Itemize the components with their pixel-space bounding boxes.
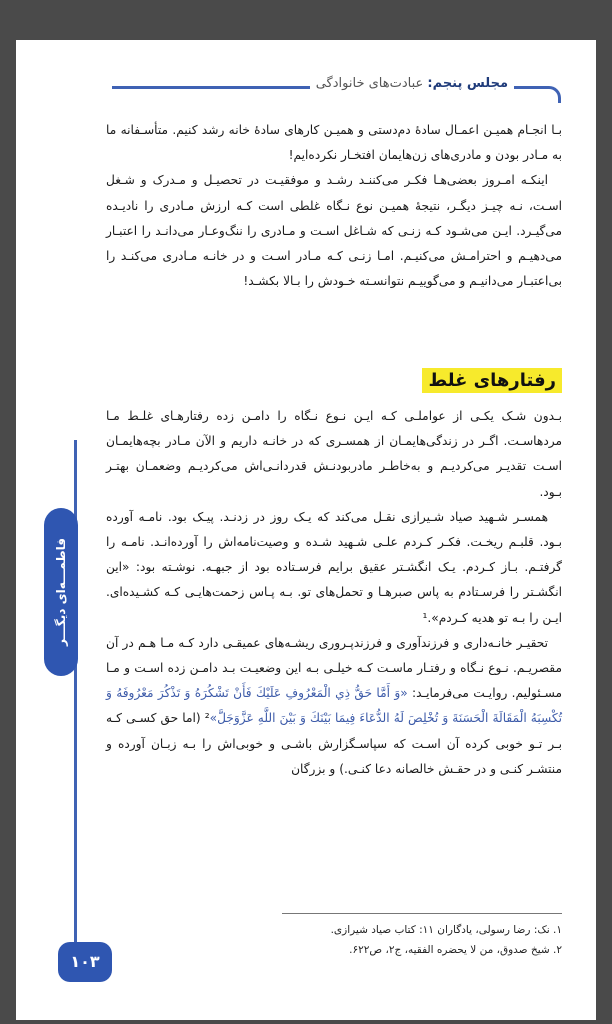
- section-heading-wrap: [106, 368, 562, 393]
- book-page: [16, 40, 596, 1020]
- arabic-quote: «وَ أَمَّا حَقُّ ذِي الْمَعْرُوفِ عَلَيْكَ فَأَنْ تَشْكُرَهُ وَ تَذْكُرَ مَعْرُوفَهُ وَ تُكْسِبَهُ الْمَقَالَةَ الْحَسَنَةَ وَ تُخْلِصَ لَهُ الدُّعَاءَ فِيمَا بَيْنَكَ وَ بَيْنَ اللَّهِ عَزَّوَجَلَّ»: [106, 686, 563, 726]
- intro-text: [106, 118, 562, 294]
- paragraph-with-hadith: [106, 631, 562, 782]
- footnote-mark: ²: [204, 711, 210, 726]
- footnotes: [106, 920, 562, 960]
- header-chapter: مجلس پنجم:: [427, 76, 508, 91]
- paragraph: همسـر شـهید صیاد شـیرازی نقـل می‌کند که یـک روز در زدنـد. پیـک بود. نامـه آورده بـود. قلبـم ریخـت. فکـر کـردم علـی شـهید شـده و وصیت‌نامه‌اش را آورده‌انـد. نامـه را گرفتـم. بـاز کـردم. یـک انگشـتر عقیق برایم فرسـتاده بود از جبهـه. نوشـته بود: «این انگشـتر را فرسـتادم به پاس صبرهـا و تحمل‌های تو. بـه پـاس زحمت‌هایـی کـه کشـیده‌ای. ایـن را بـه تو هدیه کـردم».¹: [106, 509, 562, 625]
- footnote-separator: [282, 913, 562, 914]
- paragraph: بـدون شـک یکـی از عواملـی کـه ایـن نـوع نـگاه را دامـن زده رفتارهـای غلـط مـا مردهاسـت. اگـر در زندگی‌هایمـان از همسـری که در خانـه داریم و الآن مـادر بچه‌هایمـان اسـت تقدیـر می‌کردیـم و به‌خاطـر مادربودنـش قدردانـی‌اش می‌کردیـم وضعمـان بهتـر بـود.: [106, 409, 562, 499]
- footnote: ۱. نک: رضا رسولی، یادگاران ۱۱: کتاب صیاد شیرازی.: [330, 924, 562, 936]
- paragraph-text: تحقیـر خانـه‌داری و فرزندآوری و فرزندپـروری ریشـه‌های عمیقـی دارد کـه مـا هـم در آن مقصریـم. نـوع نـگاه و رفتـار ماسـت کـه خیلـی بـه این وضعیـت بـد دامـن زده اسـت و مـا مسـئولیم. روایـت می‌فرمایـد:: [106, 635, 562, 701]
- paragraph: بـا انجـام همیـن اعمـال سادهٔ دم‌دستی و همیـن کارهای سادهٔ خانه رشد کنیم. متأسـفانه ما به مـادر بودن و مادری‌های زن‌هایمان افتخـار نکرده‌ایم!: [106, 123, 562, 163]
- paragraph-text: (اما حق کسـی کـه بـر تـو خوبی کرده آن اسـت که سپاسـگزارش باشـی و خوبی‌اش را بـه زبـان آورده و منتشـر کنـی و در حقـش خالصانه دعا کنـی.) و بزرگان: [106, 711, 562, 776]
- main-text: [106, 404, 562, 782]
- running-header: [310, 76, 514, 91]
- side-tab-label: فاطمـــه‌ای دیگـــر: [54, 538, 68, 646]
- footnote: ۲. شیخ صدوق، من لا یحضره الفقیه، ج۲، ص۶۲۲.: [349, 944, 562, 956]
- side-tab: [44, 508, 78, 676]
- section-heading: رفتارهای غلط: [422, 368, 562, 393]
- header-title: عبادت‌های خانوادگی: [315, 76, 424, 91]
- paragraph: اینکـه امـروز بعضی‌هـا فکـر می‌کننـد رشـد و موفقیـت در تحصیـل و مـدرک و شـغل اسـت، نـه چیـز دیگـر، نتیجهٔ همیـن نوع نـگاه غلطی است کـه ارزش مـادری را نادیـده می‌گیـرد. ایـن می‌شـود کـه زنـی که شـاغل اسـت و مـادری را ننگ‌وعـار می‌دانـد را اعتبـار می‌دهیـم و احترامـش می‌کنیـم. امـا زنـی کـه مـادر اسـت و در خانـه مـادری می‌کنـد را بی‌اعتبـار می‌دانیـم و می‌گوییـم نتوانسـته خـودش را بـالا بکشـد!: [106, 173, 562, 289]
- page-number: ۱۰۳: [58, 942, 112, 982]
